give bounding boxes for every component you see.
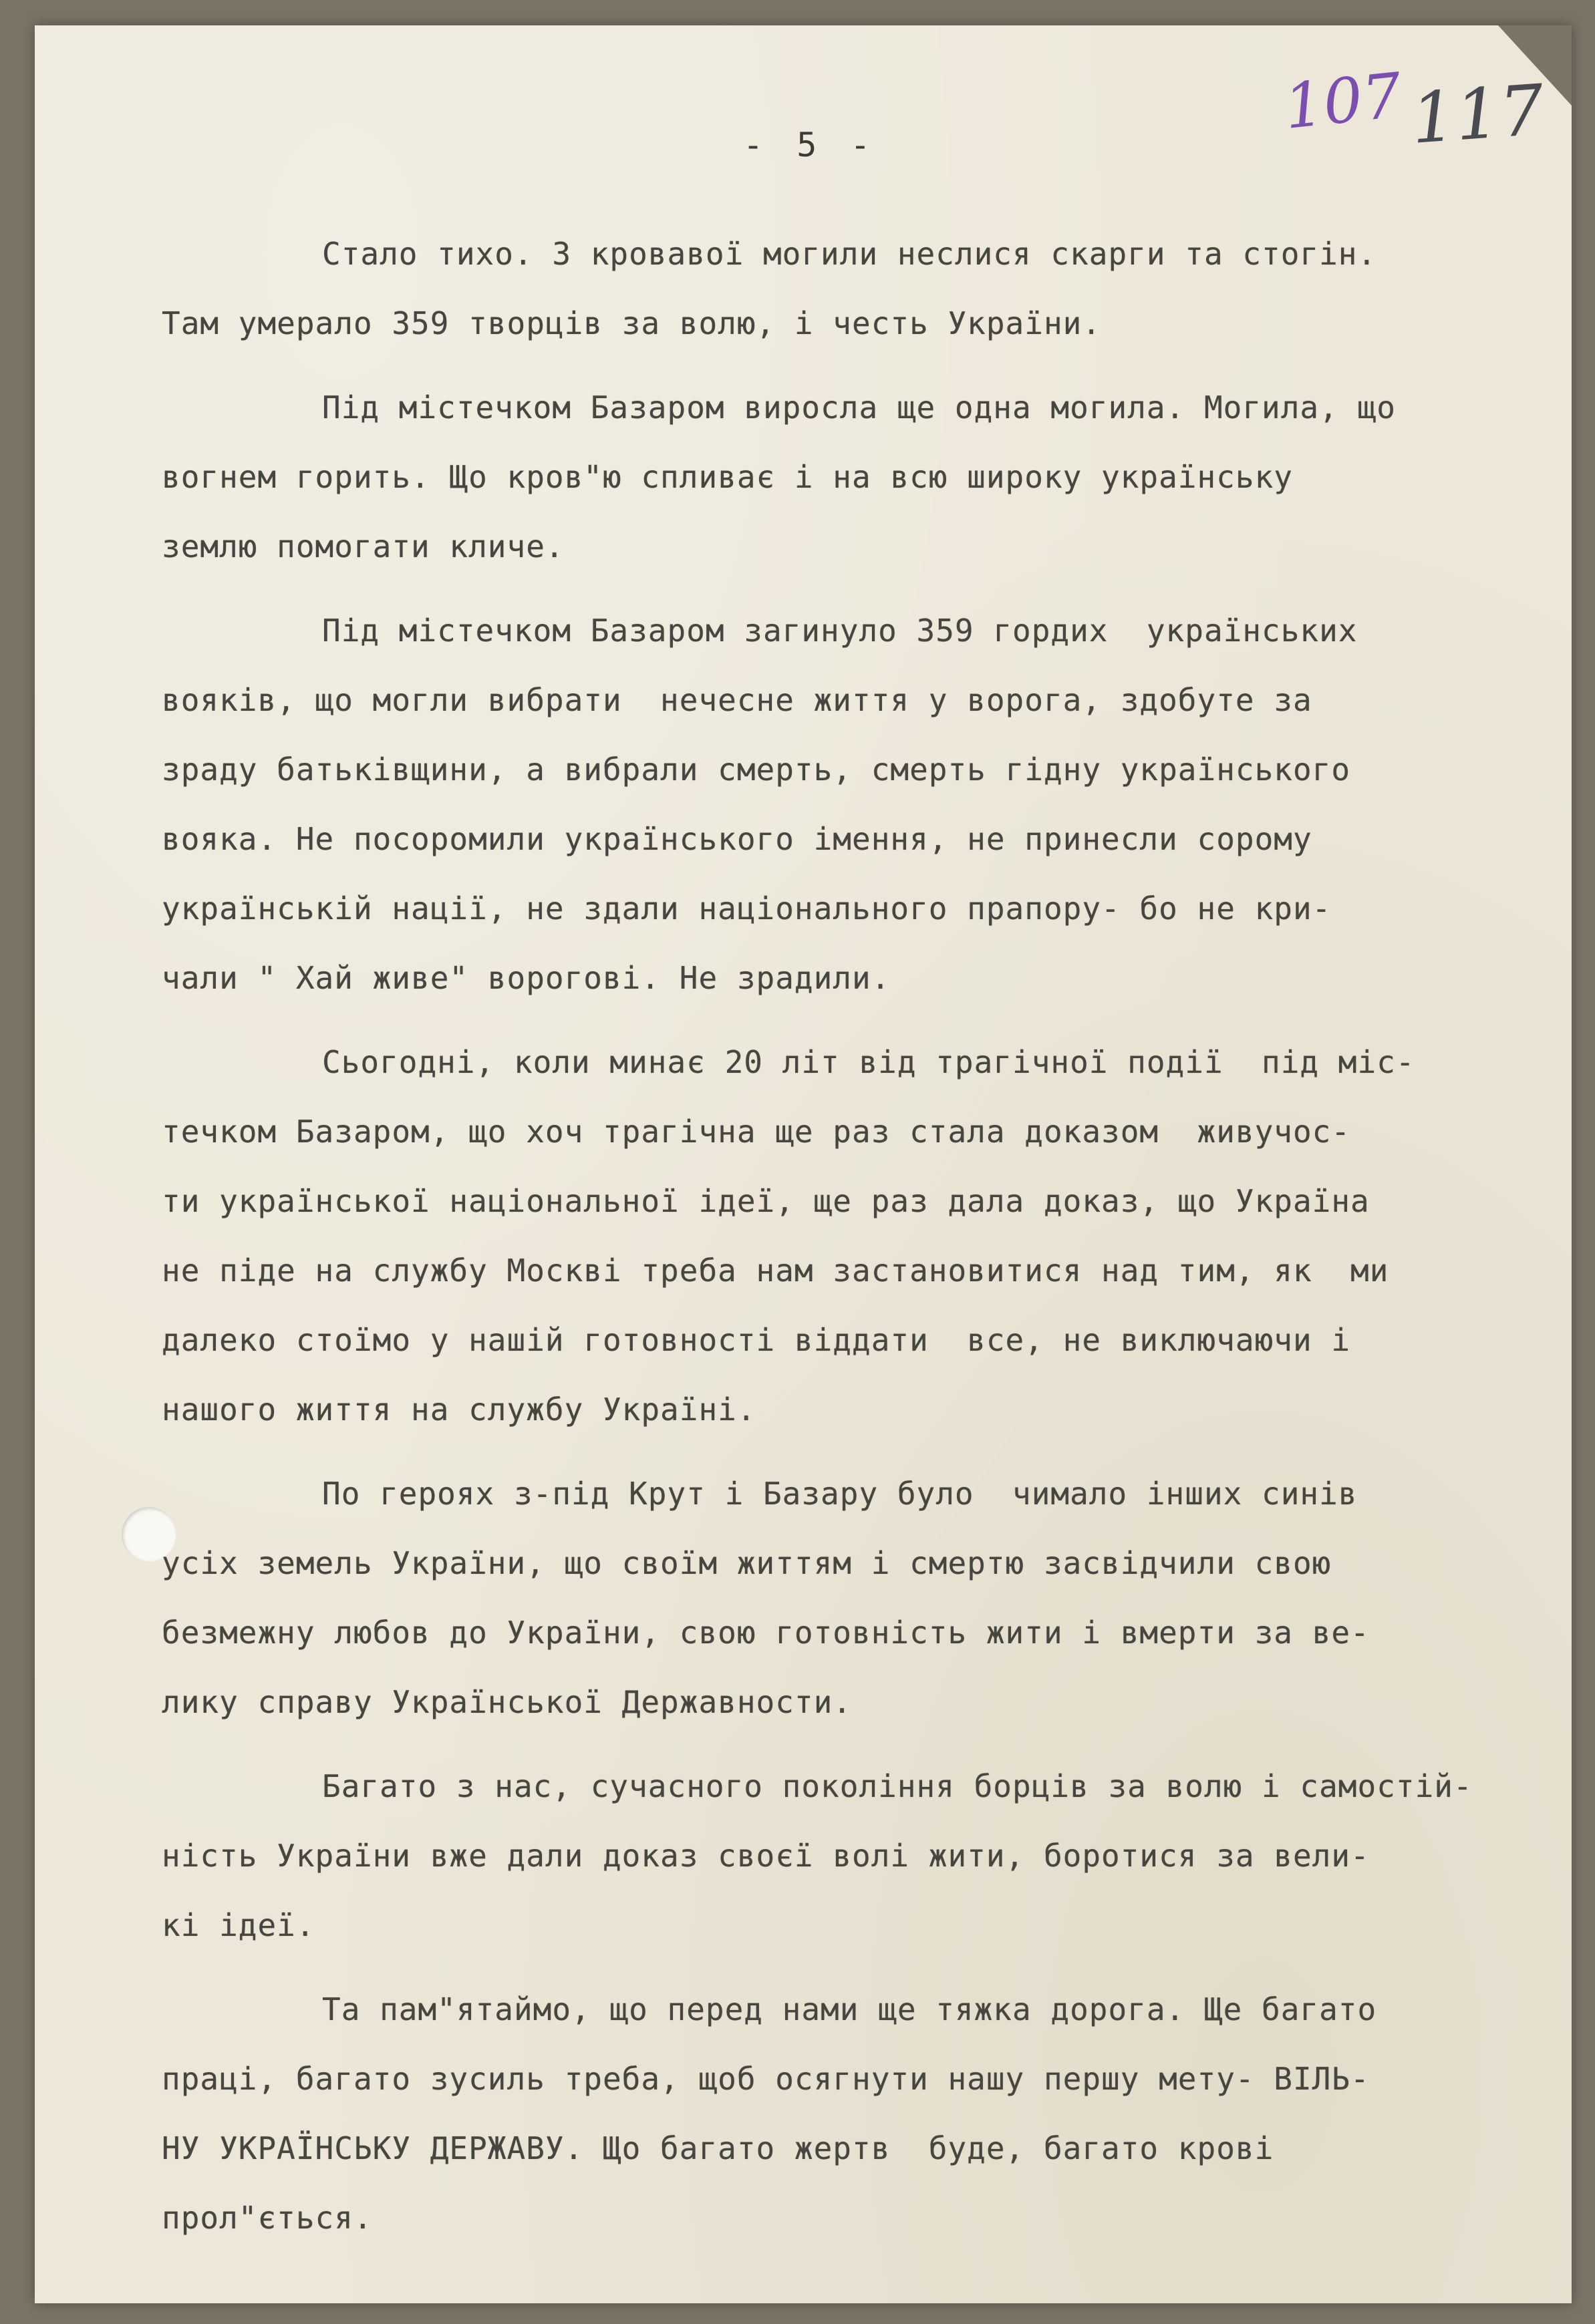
text-line: лику справу Української Державности. bbox=[162, 1684, 852, 1720]
text-line: українській нації, не здали національного прапору- бо не кри- bbox=[162, 890, 1332, 927]
text-line: Під містечком Базаром виросла ще одна могила. Могила, що bbox=[322, 389, 1396, 426]
text-line: кі ідеї. bbox=[162, 1907, 315, 1943]
typed-text-body bbox=[162, 219, 1498, 2253]
text-line: прол"ється. bbox=[162, 2200, 373, 2236]
text-line: По героях з-під Крут і Базару було чимало інших синів bbox=[322, 1476, 1358, 1512]
text-line: нашого життя на службу Україні. bbox=[162, 1391, 756, 1428]
paragraph bbox=[162, 1459, 1498, 1737]
text-line: зраду батьківщини, а вибрали смерть, смерть гідну українського bbox=[162, 752, 1351, 788]
paragraph bbox=[162, 1027, 1498, 1444]
paragraph bbox=[162, 219, 1498, 358]
paragraph bbox=[162, 596, 1498, 1013]
text-line: усіх земель України, що своїм життям і смертю засвідчили свою bbox=[162, 1545, 1332, 1581]
paragraph-gap bbox=[162, 1737, 1498, 1752]
text-line: землю помогати кличе. bbox=[162, 528, 565, 564]
text-line: НУ УКРАЇНСЬКУ ДЕРЖАВУ. Що багато жертв буде, багато крові bbox=[162, 2130, 1274, 2166]
text-line: Там умерало 359 творців за волю, і честь України. bbox=[162, 305, 1102, 341]
archive-number-handwritten: 107 bbox=[1280, 59, 1405, 143]
text-line: вогнем горить. Що кров"ю спливає і на всю широку українську bbox=[162, 459, 1293, 495]
paragraph-gap bbox=[162, 1960, 1498, 1975]
text-line: Багато з нас, сучасного покоління борців за волю і самостій- bbox=[322, 1768, 1473, 1804]
text-line: не піде на службу Москві треба нам застановитися над тим, як ми bbox=[162, 1253, 1389, 1289]
text-line: безмежну любов до України, свою готовність жити і вмерти за ве- bbox=[162, 1615, 1370, 1651]
paragraph-gap bbox=[162, 1444, 1498, 1459]
text-line: ність України вже дали доказ своєї волі жити, боротися за вели- bbox=[162, 1838, 1370, 1874]
text-line: Та пам"ятаймо, що перед нами ще тяжка дорога. Ще багато bbox=[322, 1991, 1377, 2027]
paragraph-gap bbox=[162, 1013, 1498, 1027]
text-line: далеко стоїмо у нашій готовності віддати все, не виключаючи і bbox=[162, 1322, 1351, 1358]
archive-number-handwritten-2: 117 bbox=[1408, 69, 1547, 160]
paragraph-gap bbox=[162, 581, 1498, 596]
document-page bbox=[35, 25, 1572, 2303]
text-line: Стало тихо. З кровавої могили неслися скарги та стогін. bbox=[322, 236, 1377, 272]
paragraph bbox=[162, 1975, 1498, 2253]
page-number: - 5 - bbox=[743, 126, 877, 164]
paragraph bbox=[162, 1752, 1498, 1960]
paragraph-gap bbox=[162, 358, 1498, 373]
text-line: праці, багато зусиль треба, щоб осягнути нашу першу мету- ВІЛЬ- bbox=[162, 2061, 1370, 2097]
text-line: Під містечком Базаром загинуло 359 гордих українських bbox=[322, 613, 1358, 649]
text-line: Сьогодні, коли минає 20 літ від трагічної події під міс- bbox=[322, 1044, 1415, 1080]
text-line: течком Базаром, що хоч трагічна ще раз стала доказом живучос- bbox=[162, 1114, 1351, 1150]
text-line: ти української національної ідеї, ще раз дала доказ, що Україна bbox=[162, 1183, 1370, 1219]
text-line: чали " Хай живе" ворогові. Не зрадили. bbox=[162, 960, 891, 996]
text-line: вояків, що могли вибрати нечесне життя у ворога, здобуте за bbox=[162, 682, 1312, 718]
text-line: вояка. Не посоромили українського імення, не принесли сорому bbox=[162, 821, 1312, 857]
paragraph bbox=[162, 373, 1498, 581]
